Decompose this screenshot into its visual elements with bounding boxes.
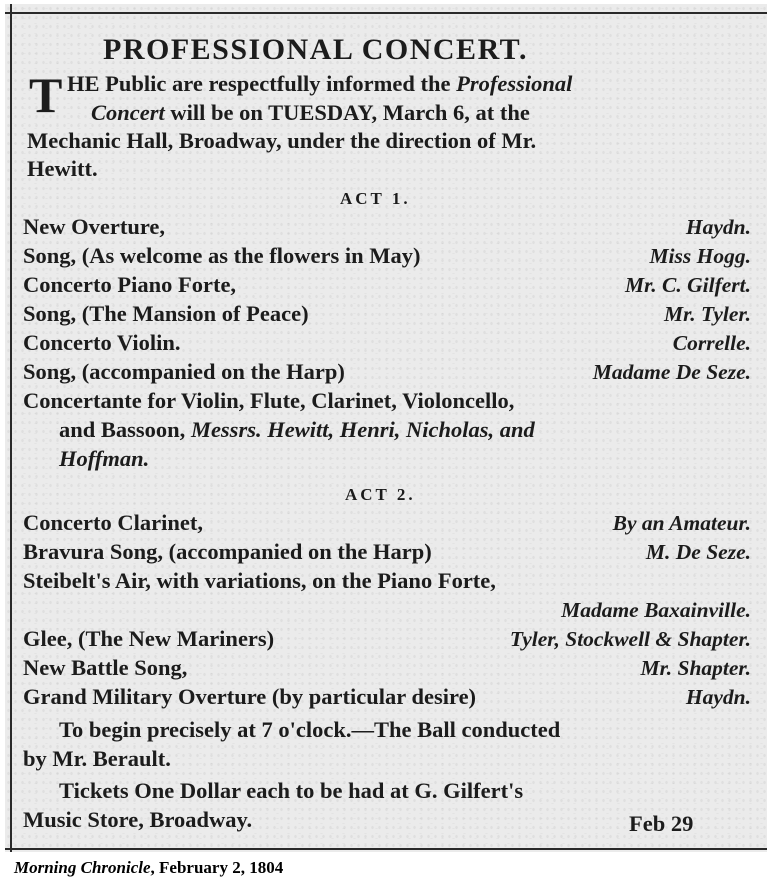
source-caption bbox=[14, 857, 283, 879]
program-item-piece: New Battle Song, bbox=[23, 655, 188, 680]
notice-date: Feb 29 bbox=[629, 811, 694, 836]
act-2-label: ACT 2. bbox=[345, 485, 416, 504]
newspaper-clipping bbox=[5, 4, 767, 852]
program-item-performer: Madame De Seze. bbox=[592, 360, 751, 384]
concertante-line-1: Concertante for Violin, Flute, Clarinet, Violoncello, bbox=[23, 388, 515, 413]
program-item-piece: Song, (The Mansion of Peace) bbox=[23, 301, 309, 326]
concertante-line-3: Hoffman. bbox=[59, 446, 150, 471]
ball-conductor-line: by Mr. Berault. bbox=[23, 746, 171, 771]
bottom-rule bbox=[5, 848, 767, 850]
program-item-performer: Mr. Shapter. bbox=[640, 656, 751, 680]
left-rule bbox=[10, 4, 12, 852]
program-item-piece: Concerto Clarinet, bbox=[23, 510, 203, 535]
act-1-label: ACT 1. bbox=[340, 189, 411, 208]
program-item-performer: Mr. Tyler. bbox=[664, 302, 751, 326]
program-item-piece: Steibelt's Air, with variations, on the Piano Forte, bbox=[23, 568, 496, 593]
top-rule bbox=[5, 12, 767, 14]
program-item-performer: Madame Baxainville. bbox=[561, 598, 751, 622]
program-item-piece: Bravura Song, (accompanied on the Harp) bbox=[23, 539, 432, 564]
program-item-performer: Miss Hogg. bbox=[649, 244, 751, 268]
program-item-piece: Concerto Piano Forte, bbox=[23, 272, 237, 297]
concert-heading: PROFESSIONAL CONCERT. bbox=[103, 33, 528, 66]
intro-line-1: HE Public are respectfully informed the Professional bbox=[67, 71, 573, 96]
program-item-performer: By an Amateur. bbox=[612, 511, 751, 535]
start-time-line: To begin precisely at 7 o'clock.—The Ball conducted bbox=[59, 717, 561, 742]
program-item-piece: Song, (accompanied on the Harp) bbox=[23, 359, 345, 384]
program-item-performer: Haydn. bbox=[685, 685, 751, 709]
newspaper-name: Morning Chronicle bbox=[14, 858, 151, 877]
program-item-performer: Correlle. bbox=[672, 331, 751, 355]
program-item-performer: Mr. C. Gilfert. bbox=[624, 273, 751, 297]
program-item-piece: Glee, (The New Mariners) bbox=[23, 626, 275, 651]
intro-line-4: Hewitt. bbox=[27, 156, 98, 181]
intro-line-2: Concert will be on TUESDAY, March 6, at the bbox=[91, 100, 530, 125]
concertante-line-2: and Bassoon, Messrs. Hewitt, Henri, Nicholas, and bbox=[59, 417, 535, 442]
program-item-performer: Tyler, Stockwell & Shapter. bbox=[509, 627, 751, 651]
program-item-performer: M. De Seze. bbox=[645, 540, 751, 564]
program-item-piece: New Overture, bbox=[23, 214, 166, 239]
program-item-piece: Concerto Violin. bbox=[23, 330, 181, 355]
intro-line-3: Mechanic Hall, Broadway, under the direction of Mr. bbox=[27, 128, 537, 153]
tickets-line: Tickets One Dollar each to be had at G. Gilfert's bbox=[59, 778, 524, 803]
music-store-line: Music Store, Broadway. bbox=[23, 807, 253, 832]
program-item-piece: Grand Military Overture (by particular desire) bbox=[23, 684, 477, 709]
program-item-piece: Song, (As welcome as the flowers in May) bbox=[23, 243, 421, 268]
program-item-performer: Haydn. bbox=[685, 215, 751, 239]
publication-date: , February 2, 1804 bbox=[150, 858, 284, 877]
drop-cap: T bbox=[29, 67, 63, 123]
